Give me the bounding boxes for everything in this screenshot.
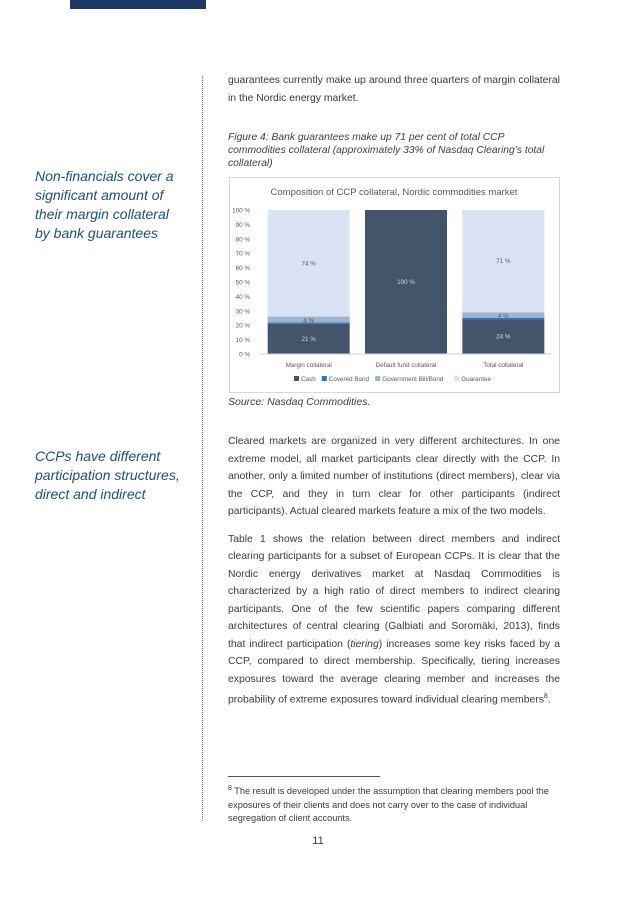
legend-label: Covered Bond bbox=[328, 376, 370, 383]
p2-text-b: ) increases some key risks faced by a CCP, compared to direct membership. Specifically, tiering increases exposures toward the average clearing member and increases the probability of extreme exposures toward individual clearing members bbox=[228, 638, 560, 706]
y-tick-label: 0 % bbox=[239, 351, 250, 359]
legend-swatch bbox=[322, 376, 327, 381]
footnote bbox=[228, 782, 558, 826]
y-tick-label: 50 % bbox=[235, 279, 250, 287]
data-label: 4 % bbox=[303, 317, 315, 325]
side-note-non-financials: Non-financials cover a significant amount of their margin collateral by bank guarantees bbox=[35, 168, 174, 241]
paragraph-architectures: Cleared markets are organized in very different architectures. In one extreme model, all market participants clear directly with the CCP. In another, only a limited number of institutions (direct members), clear via the CCP, and they in turn clear for other participants (indirect participants). Actual cleared markets feature a mix of the two models. bbox=[228, 436, 560, 517]
figure-caption: Figure 4: Bank guarantees make up 71 per cent of total CCP commodities collateral (approximately 33% of Nasdaq Clearing’s total collateral) bbox=[228, 132, 545, 169]
y-tick-label: 100 % bbox=[232, 207, 250, 215]
data-label: 24 % bbox=[496, 333, 511, 341]
collateral-chart bbox=[229, 177, 560, 393]
y-tick-label: 90 % bbox=[235, 221, 250, 229]
chart-svg bbox=[230, 178, 559, 392]
footnote-ref[interactable]: 8 bbox=[543, 693, 548, 700]
data-label: 4 % bbox=[497, 313, 509, 321]
margin-divider bbox=[202, 76, 203, 821]
x-tick-label: Margin collateral bbox=[285, 362, 332, 369]
legend-label: Guarantee bbox=[461, 376, 491, 383]
legend-label: Government Bill/Bond bbox=[382, 376, 444, 383]
p2-text-a: Table 1 shows the relation between direct members and indirect clearing participants for a subset of European CCPs. It is clear that the Nordic energy derivatives market at Nasdaq Commodities is characterized by a high ratio of direct members to indirect clearing participants. One of the few scientific papers comparing different architectures of central clearing (Galbiati and Soromäki, 2013), finds that indirect participation ( bbox=[228, 533, 560, 650]
data-label: 71 % bbox=[496, 258, 511, 266]
footnote-text: The result is developed under the assumption that clearing members pool the exposures of their clients and does not carry over to the case of individual segregation of client accounts. bbox=[228, 786, 549, 824]
chart-title: Composition of CCP collateral, Nordic commodities market bbox=[270, 187, 518, 198]
header-bar bbox=[70, 0, 206, 9]
data-label: 100 % bbox=[397, 279, 415, 286]
y-tick-label: 80 % bbox=[235, 236, 250, 244]
y-tick-label: 20 % bbox=[235, 322, 250, 330]
x-tick-label: Default fund collateral bbox=[375, 362, 437, 369]
p2-italic-tiering: tiering bbox=[350, 638, 379, 650]
y-tick-label: 30 % bbox=[235, 308, 250, 316]
y-tick-label: 10 % bbox=[235, 337, 250, 345]
y-tick-label: 60 % bbox=[235, 265, 250, 273]
x-tick-label: Total collateral bbox=[483, 362, 524, 369]
p2-text-end: . bbox=[547, 694, 551, 706]
intro-paragraph: guarantees currently make up around three quarters of margin collateral in the Nordic energy market. bbox=[228, 75, 560, 104]
footnote-rule bbox=[228, 776, 380, 777]
y-tick-label: 70 % bbox=[235, 250, 250, 258]
legend-label: Cash bbox=[301, 376, 316, 383]
figure-source: Source: Nasdaq Commodities. bbox=[228, 396, 371, 408]
body-paragraphs bbox=[228, 433, 560, 719]
paragraph-table-1 bbox=[228, 531, 560, 709]
data-label: 21 % bbox=[301, 335, 316, 343]
footnote-number: 8 bbox=[228, 785, 232, 792]
legend-swatch bbox=[294, 376, 299, 381]
y-tick-label: 40 % bbox=[235, 293, 250, 301]
legend-swatch bbox=[375, 376, 380, 381]
side-note-ccp-structures: CCPs have different participation structures, direct and indirect bbox=[35, 448, 180, 502]
legend-swatch bbox=[454, 376, 459, 381]
data-label: 74 % bbox=[301, 260, 316, 268]
page-number: 11 bbox=[312, 835, 324, 847]
